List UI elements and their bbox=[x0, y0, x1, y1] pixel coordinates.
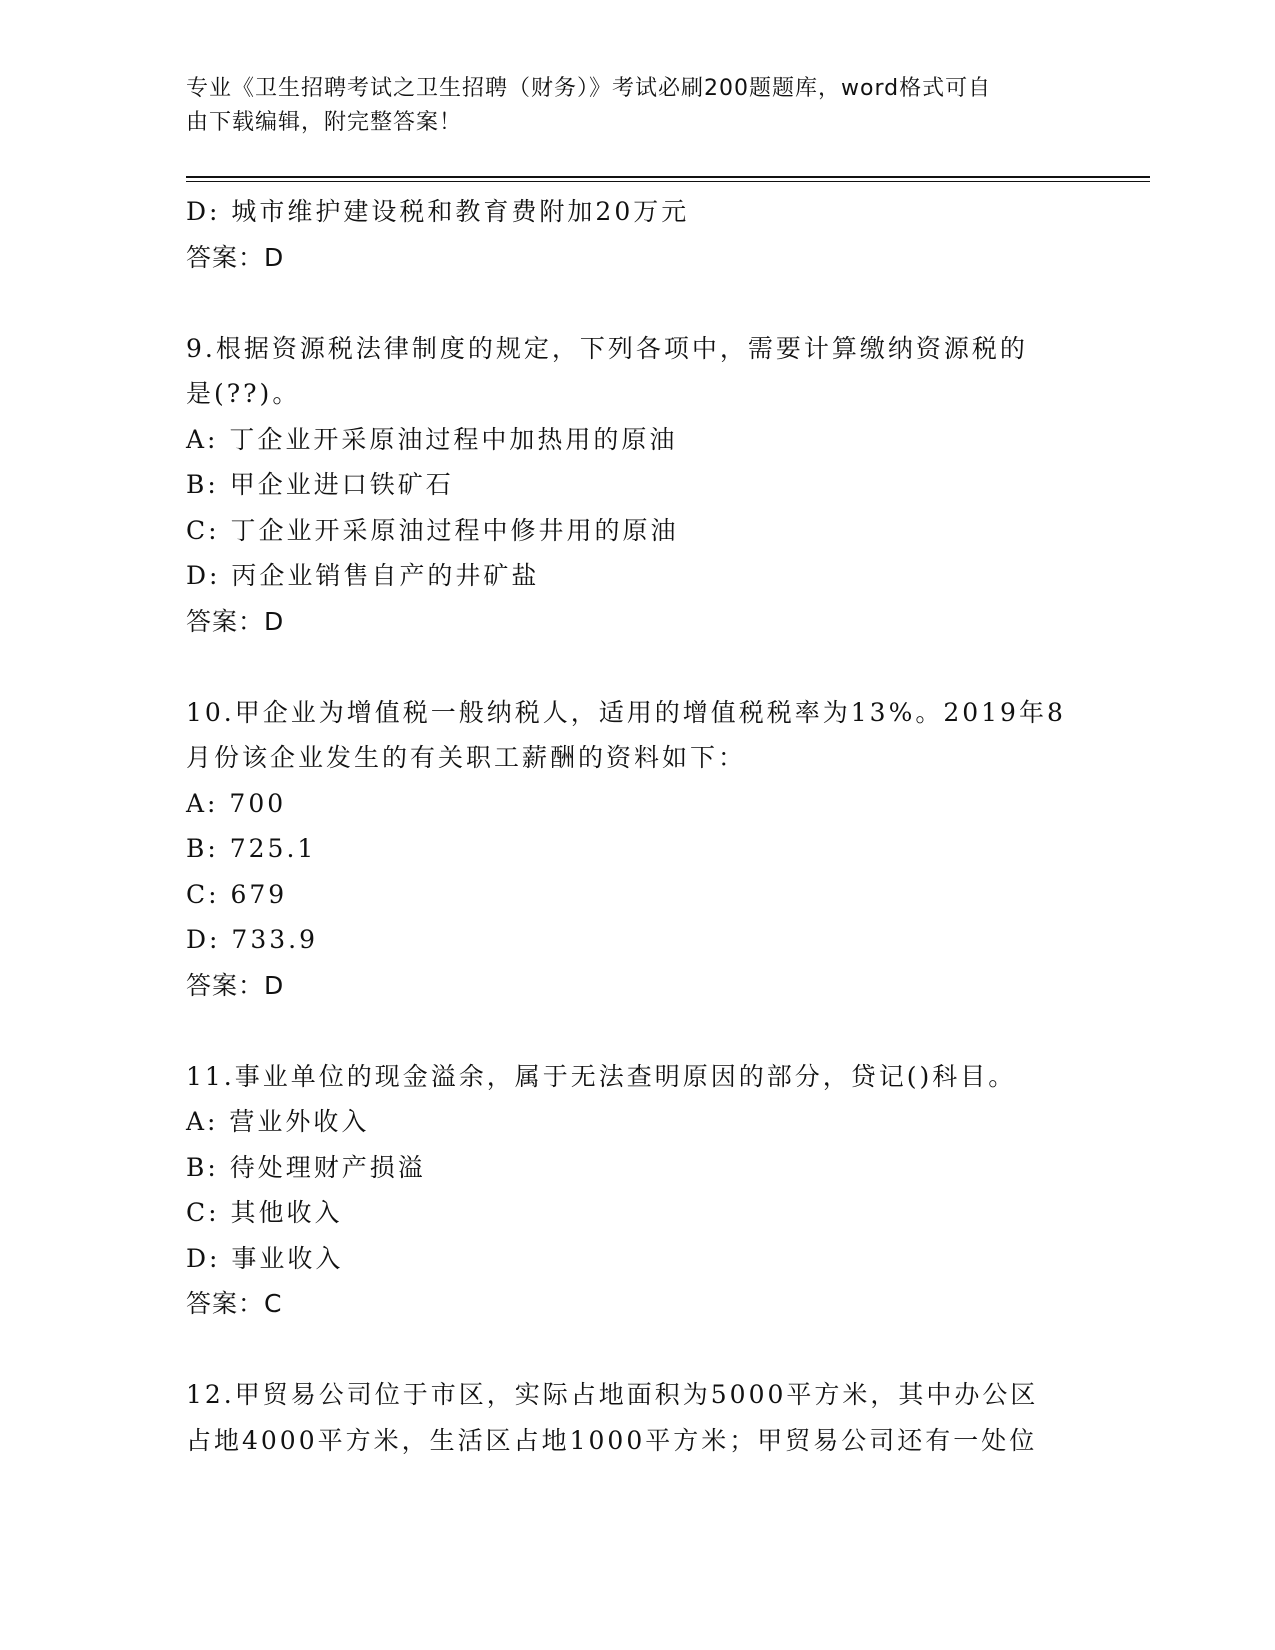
question-stem-cont: 是(??)。 bbox=[186, 379, 301, 408]
question-stem: 10.甲企业为增值税一般纳税人，适用的增值税税率为13%。2019年8 bbox=[186, 697, 1066, 727]
document-header bbox=[186, 72, 1066, 140]
answer: 答案：D bbox=[186, 242, 285, 272]
spacer bbox=[186, 644, 1066, 690]
header-divider bbox=[186, 176, 1150, 182]
question-9 bbox=[186, 326, 1066, 645]
spacer bbox=[186, 280, 1066, 326]
question-11 bbox=[186, 1054, 1066, 1327]
question-stem-cont: 占地4000平方米，生活区占地1000平方米；甲贸易公司还有一处位 bbox=[186, 1425, 1038, 1455]
question-stem-cont: 月份该企业发生的有关职工薪酬的资料如下： bbox=[186, 743, 747, 772]
answer: 答案：D bbox=[186, 970, 285, 1000]
previous-question-tail bbox=[186, 189, 1066, 280]
answer: 答案：C bbox=[186, 1289, 283, 1318]
answer: 答案：D bbox=[186, 606, 285, 636]
option-b: B: 甲企业进口铁矿石 bbox=[186, 470, 454, 499]
question-stem: 9.根据资源税法律制度的规定，下列各项中，需要计算缴纳资源税的 bbox=[186, 333, 1028, 363]
spacer bbox=[186, 1327, 1066, 1373]
header-line-2: 由下载编辑，附完整答案！ bbox=[186, 110, 463, 135]
option-b: B: 725.1 bbox=[186, 834, 317, 863]
option-a: A: 丁企业开采原油过程中加热用的原油 bbox=[186, 424, 678, 454]
option-c: C: 丁企业开采原油过程中修井用的原油 bbox=[186, 515, 679, 545]
question-10 bbox=[186, 690, 1066, 1009]
option-d: D: 事业收入 bbox=[186, 1243, 344, 1273]
option-a: A: 营业外收入 bbox=[186, 1107, 370, 1136]
option-b: B: 待处理财产损溢 bbox=[186, 1152, 426, 1182]
option-d: D: 城市维护建设税和教育费附加20万元 bbox=[186, 197, 690, 226]
option-c: C: 其他收入 bbox=[186, 1198, 343, 1227]
question-stem: 12.甲贸易公司位于市区，实际占地面积为5000平方米，其中办公区 bbox=[186, 1380, 1039, 1409]
header-line-1: 专业《卫生招聘考试之卫生招聘（财务）》考试必刷200题题库，word格式可自 bbox=[186, 76, 992, 101]
option-d: D: 丙企业销售自产的井矿盐 bbox=[186, 561, 540, 590]
question-stem: 11.事业单位的现金溢余，属于无法查明原因的部分，贷记()科目。 bbox=[186, 1061, 1017, 1091]
option-c: C: 679 bbox=[186, 879, 288, 909]
option-d: D: 733.9 bbox=[186, 925, 318, 954]
document-body bbox=[186, 189, 1066, 1463]
option-a: A: 700 bbox=[186, 788, 287, 818]
spacer bbox=[186, 1008, 1066, 1054]
question-12 bbox=[186, 1372, 1066, 1463]
